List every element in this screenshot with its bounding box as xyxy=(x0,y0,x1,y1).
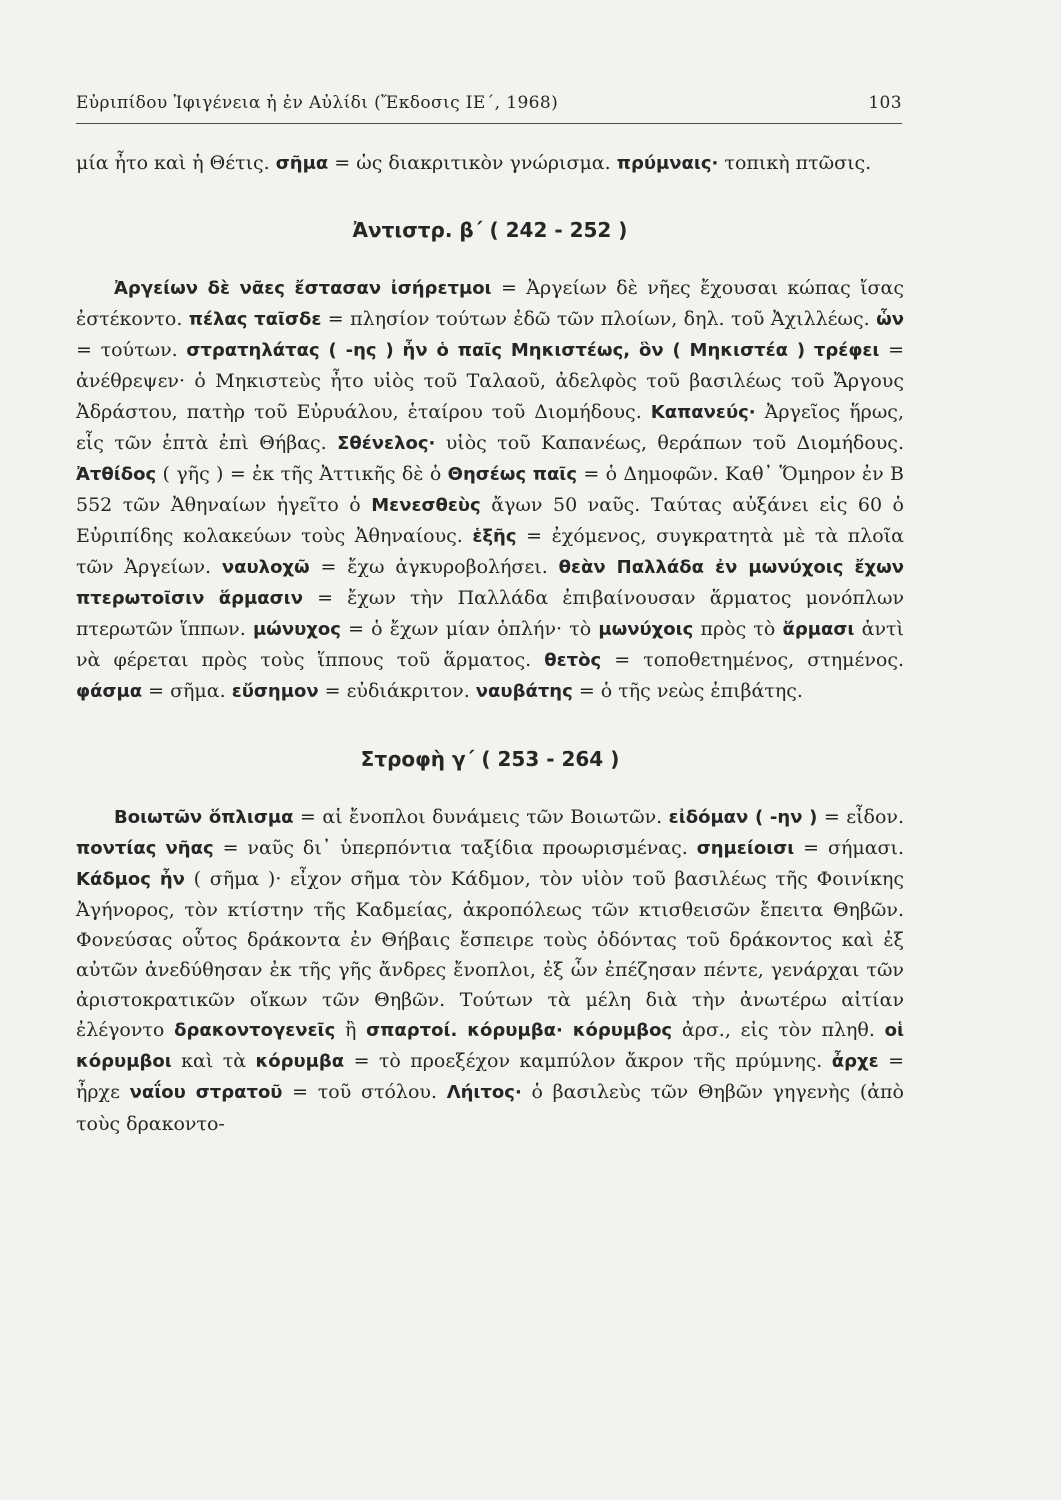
text-run: = ἀνέθρεψεν· ὁ Μηκιστεὺς ἦτο υἱὸς τοῦ Ταλαοῦ, ἀδελφὸς τοῦ βασιλέως τοῦ Ἄργους Ἀδράστου, πατὴρ τοῦ Εὐρυάλου, ἑταίρου τοῦ Διομήδους. xyxy=(76,339,905,423)
lemma: Ἀτθίδος xyxy=(76,463,157,485)
lemma: μώνυχος xyxy=(252,619,341,641)
section-heading-antistrophe: Ἀντιστρ. β΄ ( 242 - 252 ) xyxy=(352,218,628,243)
lemma: ναΐου στρατοῦ xyxy=(129,1082,283,1104)
text-run: τοπικὴ πτῶσις. xyxy=(718,152,872,174)
lemma: Ἀργείων δὲ νᾶες ἔστασαν ἰσήρετμοι xyxy=(114,278,492,300)
text-run: = ὡς διακριτικὸν γνώρισμα. xyxy=(328,152,617,174)
running-head xyxy=(76,93,902,124)
text-run: ἢ xyxy=(335,1019,367,1042)
lemma: ὧν xyxy=(876,309,904,331)
lemma: κόρυμβα xyxy=(255,1051,345,1073)
section-heading-strophe: Στροφὴ γ΄ ( 253 - 264 ) xyxy=(360,746,620,771)
text-run: = ὁ τῆς νεὼς ἐπιβάτης. xyxy=(572,680,803,703)
lemma: ἅρμασι xyxy=(782,619,855,641)
text-run: = ἦρχε xyxy=(76,1050,904,1104)
lemma: ἆρχε xyxy=(831,1051,879,1073)
text-run: = ἔχων τὴν Παλλάδα ἐπιβαίνουσαν ἅρματος μονόπλων πτερωτῶν ἵππων. xyxy=(76,587,904,641)
lemma: εἰδόμαν ( -ην ) xyxy=(668,806,818,828)
paragraph-antistrophe-commentary xyxy=(76,273,904,707)
page-number: 103 xyxy=(868,93,902,113)
lemma: πρύμναις· xyxy=(616,153,719,174)
lemma: ναυλοχῶ xyxy=(221,557,310,579)
text-run: = πλησίον τούτων ἐδῶ τῶν πλοίων, δηλ. τοῦ Ἀχιλλέως. xyxy=(321,308,877,331)
lemma: ναυβάτης xyxy=(475,681,573,703)
lemma: Μενεσθεὺς xyxy=(371,494,481,516)
page-body xyxy=(76,148,904,1139)
text-run: = ναῦς δι᾽ ὑπερπόντια ταξίδια προωρισμένας. xyxy=(213,836,697,859)
paragraph-intro xyxy=(76,148,904,179)
text-run: = ὁ ἔχων μίαν ὁπλήν· τὸ xyxy=(340,618,599,641)
text-run: πρὸς τὸ xyxy=(693,618,783,641)
text-run: καὶ τὰ xyxy=(171,1050,256,1073)
lemma: εὔσημον xyxy=(231,681,319,703)
running-title: Εὐριπίδου Ἰφιγένεια ἡ ἐν Αὐλίδι (Ἔκδοσις ΙΕ΄, 1968) xyxy=(76,93,559,113)
lemma: Κάδμος ἦν xyxy=(76,868,185,890)
text-run: = ἐχόμενος, συγκρατητὰ μὲ τὰ πλοῖα τῶν Ἀργείων. xyxy=(76,524,904,579)
text-run: ἀντὶ νὰ φέρεται πρὸς τοὺς ἵππους τοῦ ἅρματος. xyxy=(76,618,904,672)
text-run: = τοποθετημένος, στημένος. xyxy=(601,649,904,672)
text-run: ἄγων 50 ναῦς. Ταύτας αὐξάνει εἰς 60 ὁ Εὐριπίδης κολακεύων τοὺς Ἀθηναίους. xyxy=(76,493,904,547)
lemma: στρατηλάτας ( -ης ) ἦν ὁ παῖς Μηκιστέως, ὃν ( Μηκιστέα ) τρέφει xyxy=(186,340,880,362)
text-run: = εὐδιάκριτον. xyxy=(318,680,476,703)
text-run: υἱὸς τοῦ Καπανέως, θεράπων τοῦ Διομήδους. xyxy=(435,431,904,454)
text-run: = Ἀργείων δὲ νῆες ἔχουσαι κώπας ἴσας ἐστέκοντο. xyxy=(76,277,905,331)
text-run: = εἶδον. xyxy=(817,805,904,828)
lemma: μωνύχοις xyxy=(598,619,694,641)
lemma: πέλας ταῖσδε xyxy=(188,309,322,331)
lemma: θετὸς xyxy=(544,650,602,672)
lemma: Θησέως παῖς xyxy=(447,463,577,485)
lemma: Καπανεύς· xyxy=(650,401,756,423)
lemma: σῆμα xyxy=(275,153,329,174)
text-run: = τοῦ στόλου. xyxy=(282,1081,447,1104)
lemma: σπαρτοί. κόρυμβα· κόρυμβος xyxy=(366,1020,673,1042)
paragraph-strophe-commentary xyxy=(76,802,904,1139)
lemma: Λήιτος· xyxy=(446,1082,522,1104)
lemma: θεὰν Παλλάδα ἐν μωνύχοις ἔχων πτερωτοῖσιν ἅρμασιν xyxy=(76,557,905,610)
text-run: ὁ βασιλεὺς τῶν Θηβῶν γηγενὴς (ἀπὸ τοὺς δρακοντο- xyxy=(76,1081,904,1135)
lemma: οἱ κόρυμβοι xyxy=(76,1020,905,1073)
text-run: Ἀργεῖος ἥρως, εἷς τῶν ἑπτὰ ἐπὶ Θήβας. xyxy=(76,400,904,454)
text-run: = ἔχω ἀγκυροβολήσει. xyxy=(309,556,559,579)
text-run: = σήμασι. xyxy=(794,836,904,859)
text-run: ( σῆμα )· εἶχον σῆμα τὸν Κάδμον, τὸν υἱὸν τοῦ βασιλέως τῆς Φοινίκης Ἀγήνορος, τὸν κτίστην τῆς Καδμείας, ἀκροπόλεως τῶν κτισθεισῶν ἔπειτα Θηβῶν. Φονεύσας οὗτος δράκοντα ἐν Θήβαις ἔσπειρε τοὺς ὀδόντας τοῦ δράκοντος καὶ ἐξ αὐτῶν ἀνεδύθησαν ἐκ τῆς γῆς ἄνδρες ἔνοπλοι, ἐξ ὧν ἐπέζησαν πέντε, γενάρχαι τῶν ἀριστοκρατικῶν οἴκων τῶν Θηβῶν. Τούτων τὰ μέλη διὰ τὴν ἀνωτέρω αἰτίαν ἐλέγοντο xyxy=(76,867,904,1042)
lemma: Σθένελος· xyxy=(337,432,436,454)
text-run: = σῆμα. xyxy=(142,680,232,703)
lemma: ἑξῆς xyxy=(472,525,517,547)
lemma: φάσμα xyxy=(76,681,143,703)
lemma: δρακοντογενεῖς xyxy=(174,1020,336,1042)
text-run: ἀρσ., εἰς τὸν πληθ. xyxy=(672,1019,885,1042)
text-run: μία ἦτο καὶ ἡ Θέτις. xyxy=(76,152,276,174)
lemma: σημείοισι xyxy=(696,837,795,859)
text-run: = τούτων. xyxy=(76,339,187,362)
text-run: = ὁ Δημοφῶν. Καθ᾽ Ὅμηρον ἐν Β 552 τῶν Ἀθηναίων ἡγεῖτο ὁ xyxy=(76,462,904,516)
text-run: ( γῆς ) = ἐκ τῆς Ἀττικῆς δὲ ὁ xyxy=(156,462,448,485)
lemma: Βοιωτῶν ὅπλισμα xyxy=(114,806,294,828)
lemma: ποντίας νῆας xyxy=(76,837,214,859)
text-run: = αἱ ἔνοπλοι δυνάμεις τῶν Βοιωτῶν. xyxy=(293,805,669,828)
text-run: = τὸ προεξέχον καμπύλον ἄκρον τῆς πρύμνης. xyxy=(344,1050,832,1073)
